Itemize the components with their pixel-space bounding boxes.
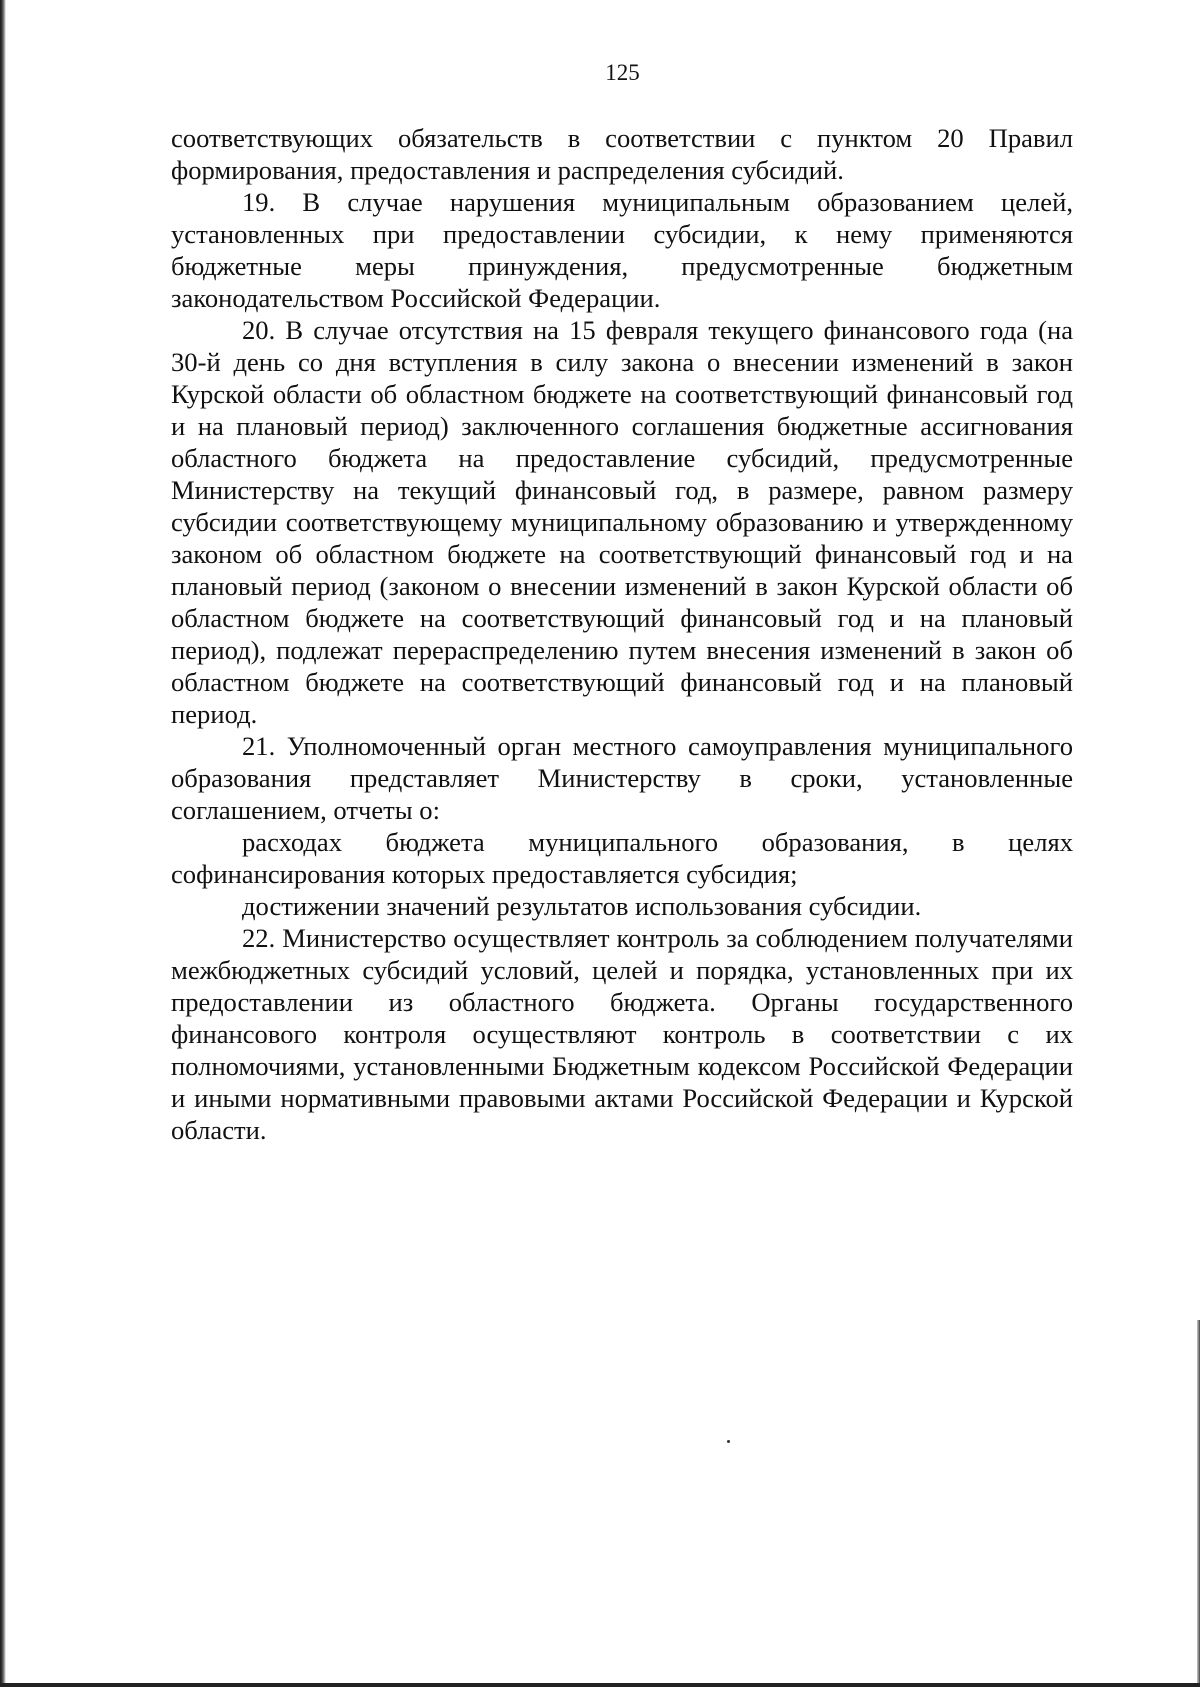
paragraph-22: 22. Министерство осуществляет контроль за соблюдением получателями межбюджетных субсидий условий, целей и порядка, установленных при их предоставлении из областного бюджета. Органы государственного финансового контроля осуществляют контроль в соответствии с их полномочиями, установленными Бюджетным кодексом Российской Федерации и иными нормативными правовыми актами Российской Федерации и Курской области. xyxy=(171,923,1073,1145)
paragraph-continuation: соответствующих обязательств в соответствии с пунктом 20 Правил формирования, предоставления и распределения субсидий. xyxy=(171,123,1073,185)
scan-edge-bottom xyxy=(0,1683,1200,1687)
paragraph-21: 21. Уполномоченный орган местного самоуправления муниципального образования представляет Министерству в сроки, установленные соглашением, отчеты о: xyxy=(171,731,1073,825)
paragraph-19: 19. В случае нарушения муниципальным образованием целей, установленных при предоставлении субсидии, к нему применяются бюджетные меры принуждения, предусмотренные бюджетным законодательством Российской Федерации. xyxy=(171,187,1073,313)
document-body xyxy=(171,122,1073,1146)
scan-edge-left xyxy=(0,0,6,1687)
page-number: 125 xyxy=(605,60,640,85)
paragraph-20: 20. В случае отсутствия на 15 февраля текущего финансового года (на 30-й день со дня вступления в силу закона о внесении изменений в закон Курской области об областном бюджете на соответствующий финансовый год и на плановый период) заключенного соглашения бюджетные ассигнования областного бюджета на предоставление субсидий, предусмотренные Министерству на текущий финансовый год, в размере, равном размеру субсидии соответствующему муниципальному образованию и утвержденному законом об областном бюджете на соответствующий финансовый год и на плановый период (законом о внесении изменений в закон Курской области об областном бюджете на соответствующий финансовый год и на плановый период), подлежат перераспределению путем внесения изменений в закон об областном бюджете на соответствующий финансовый год и на плановый период. xyxy=(171,315,1073,729)
paragraph-21-item-results: достижении значений результатов использования субсидии. xyxy=(242,891,922,921)
paragraph-21-item-expenses: расходах бюджета муниципального образования, в целях софинансирования которых предоставляется субсидия; xyxy=(171,827,1073,889)
scan-speck xyxy=(727,1440,730,1443)
